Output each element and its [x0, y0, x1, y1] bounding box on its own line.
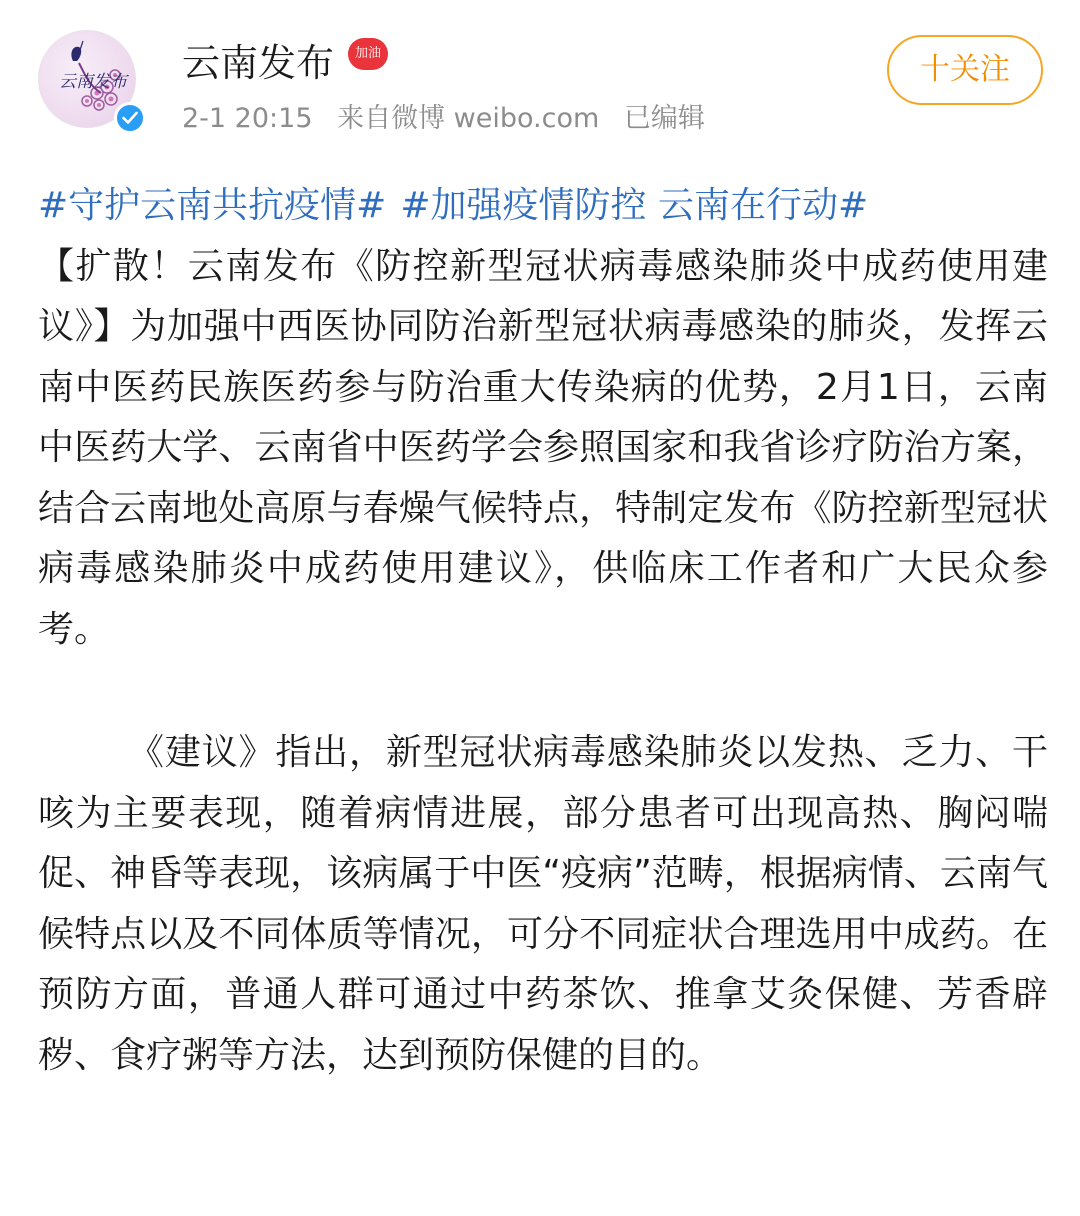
jiayou-badge: 加油 — [348, 38, 388, 70]
hashtag-link[interactable]: #加强疫情防控 云南在行动# — [400, 185, 869, 226]
hashtag-link[interactable]: #守护云南共抗疫情# — [38, 185, 387, 226]
post-paragraph: 《建议》指出，新型冠状病毒感染肺炎以发热、乏力、干咳为主要表现，随着病情进展，部分患者可出现高热、胸闷喘促、神昏等表现，该病属于中医“疫病”范畴，根据病情、云南气候特点以及不同体质等情况，可分不同症状合理选用中成药。在预防方面，普通人群可通过中药茶饮、推拿艾灸保健、芳香辟秽、食疗粥等方法，达到预防保健的目的。 — [38, 732, 1048, 1076]
follow-button[interactable]: 十关注 — [887, 35, 1043, 105]
post-meta — [182, 96, 721, 135]
edited-label: 已编辑 — [623, 103, 705, 134]
post-content — [38, 176, 1048, 1086]
author-name[interactable]: 云南发布 — [182, 41, 335, 85]
post-source: 来自微博 weibo.com — [337, 103, 600, 134]
post-paragraph: 【扩散！云南发布《防控新型冠状病毒感染肺炎中成药使用建议》】为加强中西医协同防治新型冠状病毒感染的肺炎，发挥云南中医药民族医药参与防治重大传染病的优势，2月1日，云南中医药大学、云南省中医药学会参照国家和我省诊疗防治方案，结合云南地处高原与春燥气候特点，特制定发布《防控新型冠状病毒感染肺炎中成药使用建议》，供临床工作者和广大民众参考。 — [38, 245, 1048, 650]
hashtag-row — [38, 176, 1048, 237]
post-time: 2-1 20:15 — [182, 103, 313, 134]
verified-check-icon — [114, 102, 146, 134]
avatar-brand-text: 云南发布 — [59, 72, 127, 92]
paragraph-gap — [38, 660, 1048, 723]
post-header — [0, 0, 1080, 150]
